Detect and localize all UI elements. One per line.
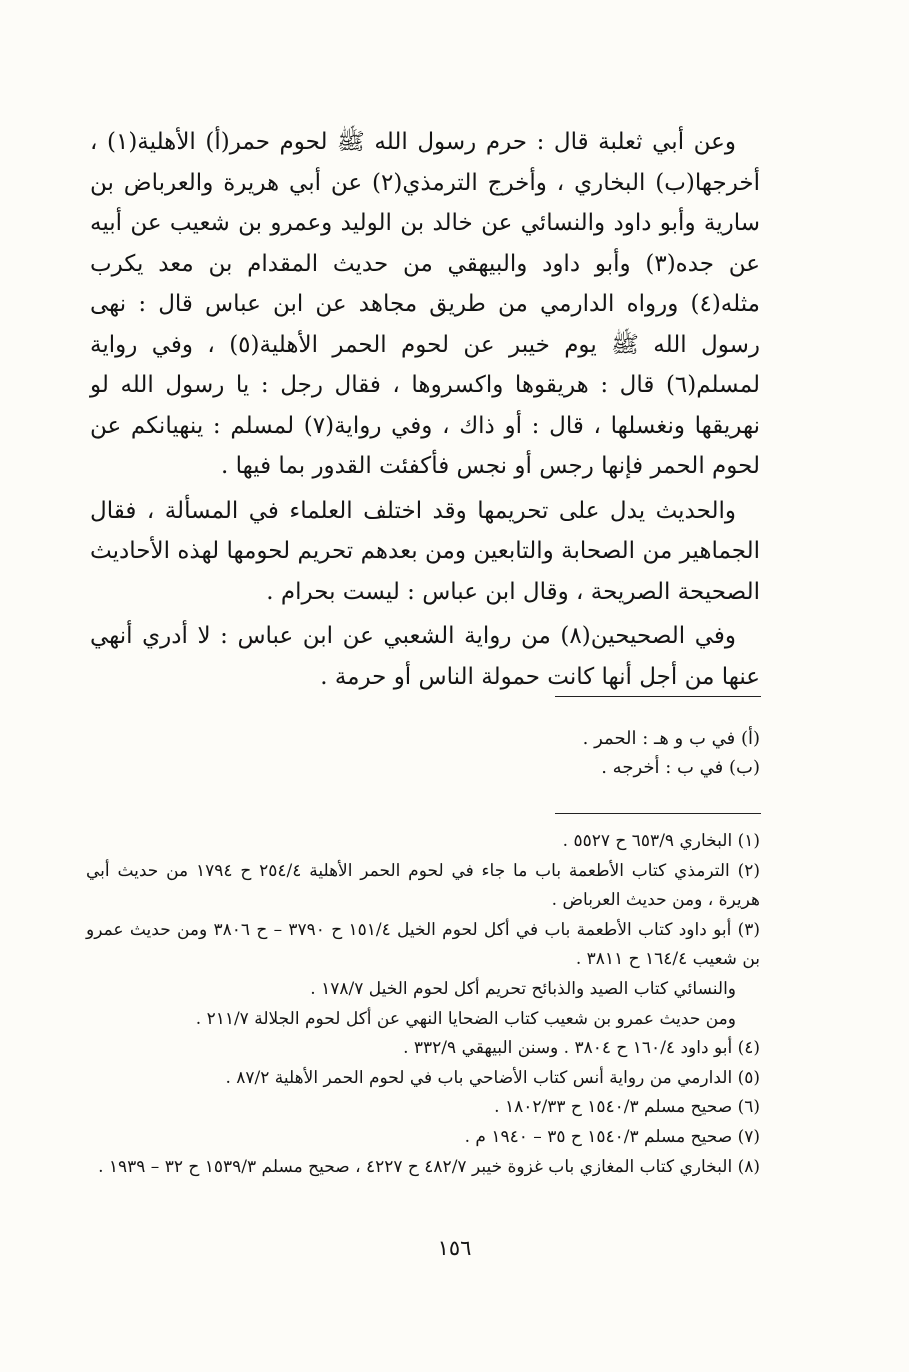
footnote-7: (٧) صحيح مسلم ١٥٤٠/٣ ح ٣٥ – ١٩٤٠ م . [464,1126,760,1147]
variant-note-b: (ب) في ب : أخرجه . [601,757,760,778]
footnote-4: (٤) أبو داود ١٦٠/٤ ح ٣٨٠٤ . وسنن البيهقي ٣٣٢/٩ . [403,1038,760,1059]
footnote-5: (٥) الدارمي من رواية أنس كتاب الأضاحي باب في لحوم الحمر الأهلية ٨٧/٢ . [225,1067,760,1088]
footnote-3: (٣) أبو داود كتاب الأطعمة باب في أكل لحوم الخيل ١٥١/٤ ح ٣٧٩٠ – ح ٣٨٠٦ ومن حديث عمرو بن شعيب ١٦٤/٤ ح ٣٨١١ . [86,919,761,970]
footnote-3-amr: ومن حديث عمرو بن شعيب كتاب الضحايا النهي عن أكل لحوم الجلالة ٢١١/٧ . [195,1008,736,1029]
footnote-1: (١) البخاري ٦٥٣/٩ ح ٥٥٢٧ . [562,831,760,851]
footnote-3-nasai: والنسائي كتاب الصيد والذبائح تحريم أكل لحوم الخيل ١٧٨/٧ . [310,978,736,999]
footnote-8: (٨) البخاري كتاب المغازي باب غزوة خيبر ٤٨٢/٧ ح ٤٢٢٧ ، صحيح مسلم ١٥٣٩/٣ ح ٣٢ – ١٩٣٩ . [98,1156,760,1177]
variant-notes [90,724,760,782]
body-paragraph-2: والحديث يدل على تحريمها وقد اختلف العلماء في المسألة ، فقال الجماهير من الصحابة والتابعين ومن بعدهم تحريم لحومها لهذه الأحاديث الصحيحة الصريحة ، وقال ابن عباس : ليست بحرام . [90,497,760,605]
footnote-2: (٢) الترمذي كتاب الأطعمة باب ما جاء في لحوم الحمر الأهلية ٢٥٤/٤ ح ١٧٩٤ من حديث أبي هريرة ، ومن حديث العرباض . [86,860,760,911]
body-paragraph-1: وعن أبي ثعلبة قال : حرم رسول الله ﷺ لحوم حمر(أ) الأهلية(١) ، أخرجها(ب) البخاري ، وأخرج الترمذي(٢) عن أبي هريرة والعرباض بن سارية وأبو داود والنسائي عن خالد بن الوليد وعمرو بن شعيب عن أبيه عن جده(٣) وأبو داود والبيهقي من حديث المقدام بن معد يكرب مثله(٤) ورواه الدارمي من طريق مجاهد عن ابن عباس قال : نهى رسول الله ﷺ يوم خيبر عن لحوم الحمر الأهلية(٥) ، وفي رواية لمسلم(٦) قال : هريقوها واكسروها ، فقال رجل : يا رسول الله لو نهريقها ونغسلها ، قال : أو ذاك ، وفي رواية(٧) لمسلم : ينهيانكم عن لحوم الحمر فإنها رجس أو نجس فأكفئت القدور بما فيها . [90,129,761,479]
footnotes-separator [555,813,761,814]
page-number: ١٥٦ [437,1236,472,1260]
body-paragraph-3: وفي الصحيحين(٨) من رواية الشعبي عن ابن عباس : لا أدري أنهي عنها من أجل أنها كانت حمولة الناس أو حرمة . [90,623,760,690]
variant-note-a: (أ) في ب و هـ : الحمر . [582,728,760,749]
main-text [90,122,760,701]
footnote-6: (٦) صحيح مسلم ١٥٤٠/٣ ح ١٨٠٢/٣٣ . [494,1097,760,1118]
variants-separator [555,696,761,697]
footnotes [86,827,760,1182]
